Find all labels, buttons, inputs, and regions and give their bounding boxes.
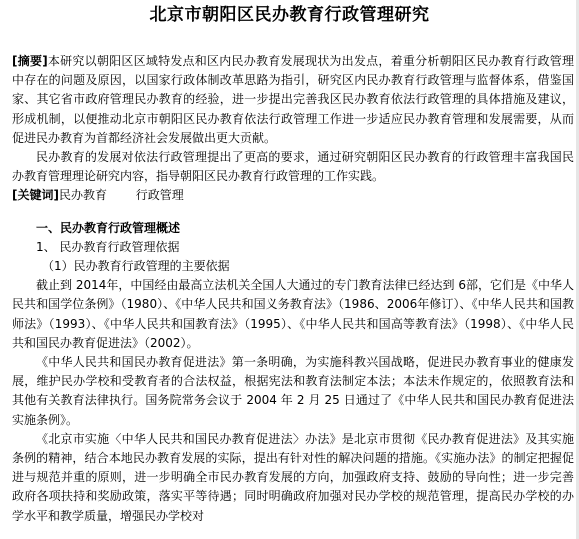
body-paragraph: 《中华人民共和国民办教育促进法》第一条明确，为实施科教兴国战略，促进民办教育事业的健康发展，维护民办学校和受教育者的合法权益，根据宪法和教育法制定本法；本法未作规定的，依照教育法和其他有关教育法律执行。国务院常务会议于 2004 年 2 月 25 日通过了《中华人民共和国民办教育促进法实施条例》。 bbox=[12, 355, 574, 427]
abstract-text: 本研究以朝阳区区域特发点和区内民办教育发展现状为出发点，着重分析朝阳区民办教育行政管理中存在的问题及原因，以国家行政体制改革思路为指引，研究区内民办教育行政管理与监督体系，借鉴国家、其它省市政府管理民办教育的经验，进一步提出完善我区民办教育依法行政管理的具体措施及建议，形成机制，以便推动北京市朝阳区民办教育依法行政管理工作进一步适应民办教育管理和发展需要，从而促进民办教育为首都经济社会发展做出更大贡献。 bbox=[12, 54, 574, 145]
keyword-item: 民办教育 bbox=[58, 188, 107, 203]
keywords-line bbox=[12, 186, 574, 205]
body-paragraph: 《北京市实施〈中华人民共和国民办教育促进法〉办法》是北京市贯彻《民办教育促进法》及其实施条例的精神，结合本地民办教育发展的实际，提出有针对性的解决问题的措施。《实施办法》的制定把握促进与规范并重的原则，进一步明确全市民办教育发展的方向，加强政府支持、鼓励的导向性；进一步完善政府各项扶持和奖励政策，落实平等待遇；同时明确政府加强对民办学校的规范管理，提高民办学校的办学水平和教学质量，增强民办学校对 bbox=[12, 431, 574, 523]
section-heading-1: 一、民办教育行政管理概述 bbox=[36, 220, 181, 235]
page-title: 北京市朝阳区民办教育行政管理研究 bbox=[149, 5, 430, 25]
section-heading-3: （1）民办教育行政管理的主要依据 bbox=[42, 259, 230, 274]
keyword-item: 行政管理 bbox=[135, 188, 184, 203]
section-heading-2: 1、 民办教育行政管理依据 bbox=[36, 239, 180, 254]
body-paragraph: 截止到 2014年，中国经由最高立法机关全国人大通过的专门教育法律已经达到 6部，它们是《中华人民共和国学位条例》（1980）、《中华人民共和国义务教育法》（1986、2006年修订）、《中华人民共和国教师法》（1993）、《中华人民共和国教育法》（1995）、《中华人民共和国高等教育法》（1998）、《中华人民共和国民办教育促进法》（2002）。 bbox=[12, 278, 574, 350]
abstract-paragraph-2: 民办教育的发展对依法行政管理提出了更高的要求，通过研究朝阳区民办教育的行政管理丰富我国民办教育管理理论研究内容，指导朝阳区民办教育行政管理的工作实践。 bbox=[12, 150, 574, 184]
keywords-label: [关键词] bbox=[12, 188, 59, 203]
document-body bbox=[12, 52, 574, 526]
abstract-label: [摘要] bbox=[12, 54, 48, 68]
abstract-paragraph bbox=[12, 52, 574, 148]
